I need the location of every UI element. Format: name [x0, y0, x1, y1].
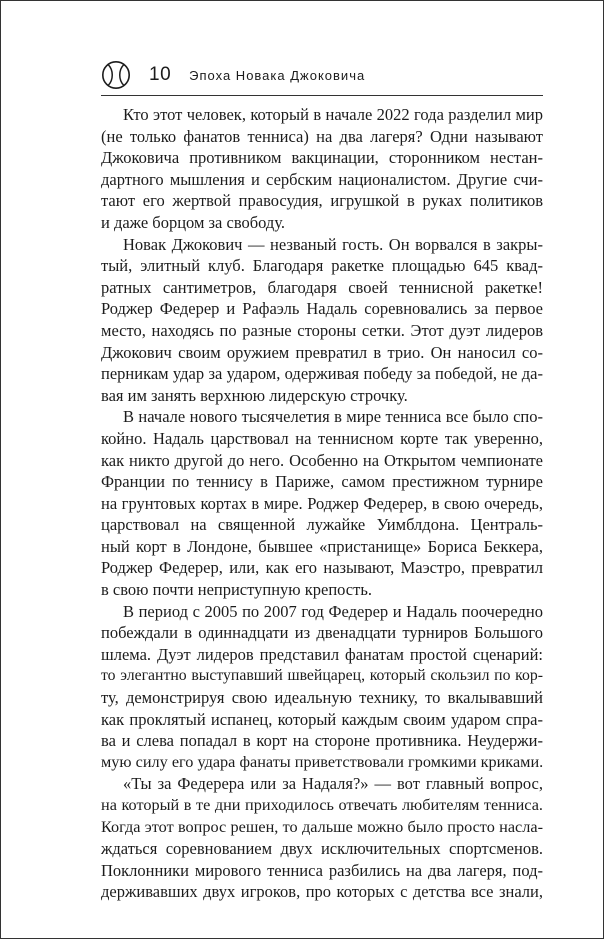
text-line: В период с 2005 по 2007 год Федерер и Надаль поочередно [123, 601, 543, 621]
paragraph [101, 601, 543, 774]
text-line: Поклонники мирового тенниса разбились на два лагеря, под- [101, 860, 543, 880]
text-line: мую силу его удара фанаты приветствовали громкими криками. [101, 752, 544, 771]
text-line: ждаться соревнованием двух исключительных спортсменов. [101, 839, 543, 859]
text-line: на который в те дни приходилось отвечать любителям тенниса. [101, 796, 543, 814]
paragraph [101, 104, 543, 234]
text-line: дартного мышления и сербским националистом. Другие счи- [101, 169, 543, 189]
page-number: 10 [149, 64, 172, 85]
text-line: ва и слева попадал в корт на стороне противника. Неудержи- [101, 731, 543, 751]
text-line: Роджер Федерер и Рафаэль Надаль соревновались за первое [101, 299, 543, 319]
text-line: Когда этот вопрос решен, то дальше можно было просто насла- [101, 817, 543, 836]
text-line: как проклятый испанец, который каждым своим ударом спра- [101, 709, 543, 729]
paragraph [101, 406, 543, 600]
text-line: вая им занять верхнюю лидерскую строчку. [101, 385, 408, 405]
text-line: тый, элитный клуб. Благодаря ракетке площадью 645 квад- [101, 256, 543, 276]
text-line: побеждали в одиннадцати из двенадцати турниров Большого [101, 623, 543, 643]
text-line: то элегантно выступавший швейцарец, который скользил по кор- [101, 667, 543, 685]
text-line: ный корт в Лондоне, бывшее «пристанище» Бориса Беккера, [101, 536, 543, 556]
paragraph [101, 773, 543, 903]
text-line: ратных сантиметров, благодаря своей теннисной ракетке! [101, 277, 543, 297]
text-line: ту, демонстрируя свою идеальную технику, то вкалывавший [101, 688, 543, 708]
text-line: «Ты за Федерера или за Надаля?» — вот главный вопрос, [123, 774, 543, 794]
text-line: Новак Джокович — незваный гость. Он ворвался в закры- [123, 234, 543, 254]
tennis-ball-icon [101, 60, 131, 90]
text-line: место, находясь по разные стороны сетки. Этот дуэт лидеров [101, 320, 543, 340]
running-title: Эпоха Новака Джоковича [189, 67, 366, 83]
text-line: держивавших двух игроков, про которых с детства все знали, [101, 882, 543, 902]
text-line: в свою почти неприступную крепость. [101, 580, 372, 600]
text-line: тают его жертвой правосудия, игрушкой в руках политиков [101, 191, 543, 211]
text-line: и даже борцом за свободу. [101, 212, 286, 232]
text-line: царствовал на священной лужайке Уимблдона. Централь- [101, 515, 543, 535]
text-line: как никто другой до него. Особенно на Открытом чемпионате [101, 450, 543, 470]
paragraph [101, 234, 543, 407]
text-line: Роджер Федерер, или, как его называют, Маэстро, превратил [101, 558, 543, 578]
text-line: на грунтовых кортах в мире. Роджер Федерер, в свою очередь, [101, 493, 543, 513]
text-line: перникам удар за ударом, одерживая победу за победой, не да- [101, 364, 543, 384]
text-line: Джоковича противником вакцинации, сторонником нестан- [101, 148, 543, 168]
text-line: В начале нового тысячелетия в мире тенниса все было спо- [123, 407, 543, 427]
text-line: шлема. Дуэт лидеров представил фанатам простой сценарий: [101, 644, 543, 664]
header-rule [101, 95, 543, 96]
text-line: Джокович своим оружием превратил в трио. Он наносил со- [101, 342, 543, 362]
text-line: койно. Надаль царствовал на теннисном корте так уверенно, [101, 428, 543, 448]
text-line: (не только фанатов тенниса) на два лагеря? Одни называют [101, 126, 543, 146]
text-line: Кто этот человек, который в начале 2022 года разделил мир [123, 105, 543, 124]
running-header [101, 57, 543, 93]
body-text [101, 104, 543, 903]
text-line: Франции по теннису в Париже, самом престижном турнире [101, 472, 543, 492]
